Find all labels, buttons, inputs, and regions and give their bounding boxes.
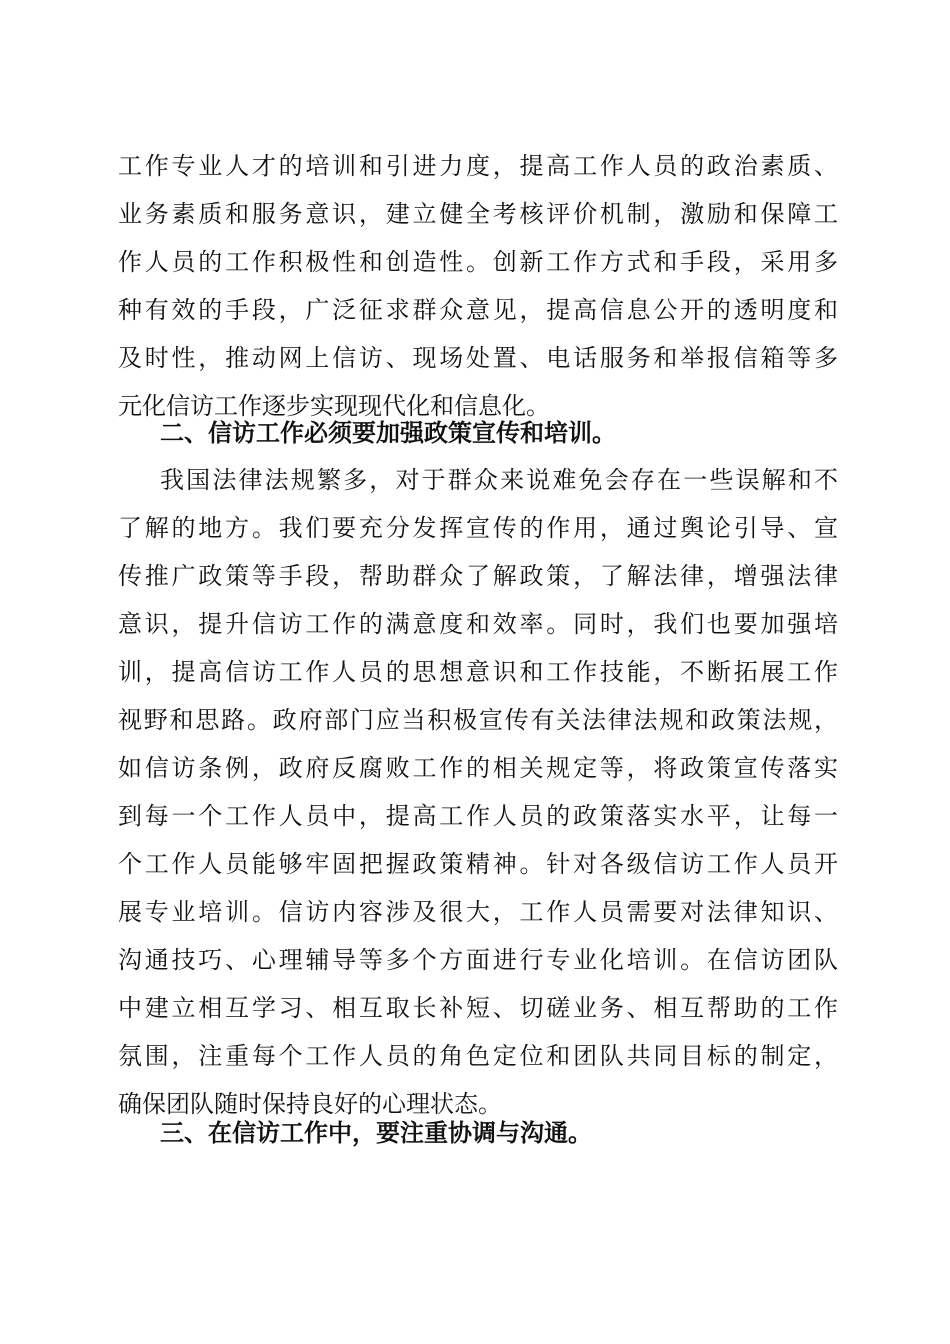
paragraph-line: 沟通技巧、心理辅导等多个方面进行专业化培训。在信访团队 (118, 946, 838, 974)
section-3-heading: 三、在信访工作中，要注重协调与沟通。 (160, 1119, 592, 1147)
paragraph-line: 我国法律法规繁多，对于群众来说难免会存在一些误解和不 (160, 466, 838, 494)
paragraph-line: 了解的地方。我们要充分发挥宣传的作用，通过舆论引导、宣 (118, 514, 838, 542)
section-2-heading-wrapper (118, 409, 838, 457)
paragraph-line: 如信访条例，政府反腐败工作的相关规定等，将政策宣传落实 (118, 754, 838, 782)
paragraph-line: 工作专业人才的培训和引进力度，提高工作人员的政治素质、 (118, 152, 838, 180)
paragraph-line: 及时性，推动网上信访、现场处置、电话服务和举报信箱等多 (118, 344, 838, 372)
paragraph-line: 中建立相互学习、相互取长补短、切磋业务、相互帮助的工作 (118, 994, 838, 1022)
section-2-heading: 二、信访工作必须要加强政策宣传和培训。 (160, 419, 616, 447)
paragraph-line: 个工作人员能够牢固把握政策精神。针对各级信访工作人员开 (118, 850, 838, 878)
paragraph-line: 视野和思路。政府部门应当积极宣传有关法律法规和政策法规， (118, 706, 838, 734)
paragraph-line: 意识，提升信访工作的满意度和效率。同时，我们也要加强培 (118, 610, 838, 638)
paragraph-line: 种有效的手段，广泛征求群众意见，提高信息公开的透明度和 (118, 296, 838, 324)
paragraph-line: 传推广政策等手段，帮助群众了解政策，了解法律，增强法律 (118, 562, 838, 590)
paragraph-line: 到每一个工作人员中，提高工作人员的政策落实水平，让每一 (118, 802, 838, 830)
paragraph-line: 氛围，注重每个工作人员的角色定位和团队共同目标的制定， (118, 1042, 838, 1070)
paragraph-continuation (118, 142, 838, 430)
paragraph-line: 作人员的工作积极性和创造性。创新工作方式和手段，采用多 (118, 248, 838, 276)
paragraph-line: 确保团队随时保持良好的心理状态。 (118, 1090, 502, 1118)
paragraph-line: 业务素质和服务意识，建立健全考核评价机制，激励和保障工 (118, 200, 838, 228)
paragraph-line: 展专业培训。信访内容涉及很大，工作人员需要对法律知识、 (118, 898, 838, 926)
section-3-heading-wrapper (118, 1109, 838, 1157)
paragraph-line: 元化信访工作逐步实现现代化和信息化。 (118, 392, 550, 420)
paragraph-line: 训，提高信访工作人员的思想意识和工作技能，不断拓展工作 (118, 658, 838, 686)
section-2-paragraph (118, 456, 838, 1128)
